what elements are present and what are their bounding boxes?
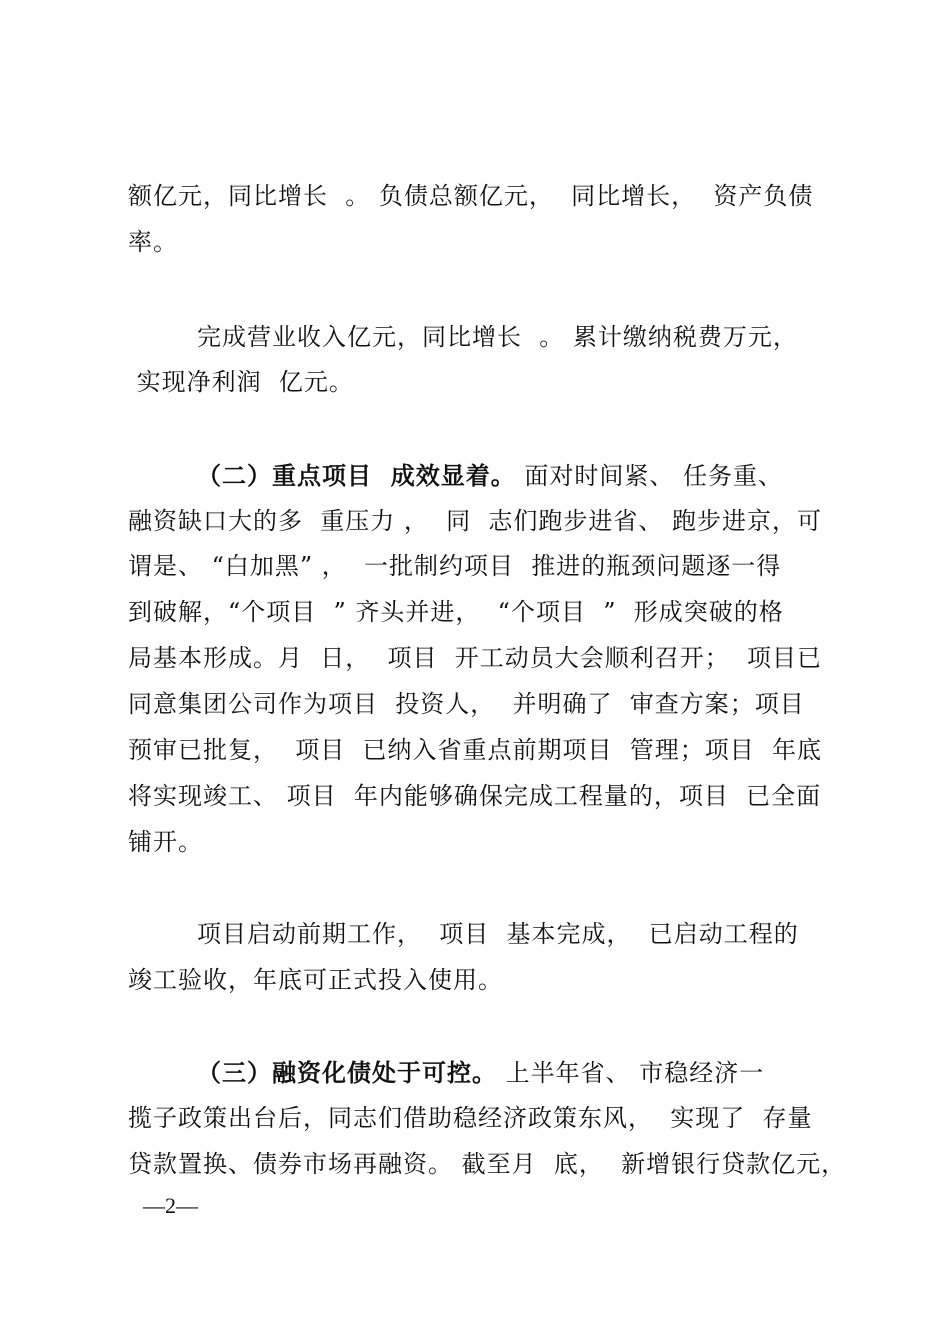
text-line: 铺开。 bbox=[128, 828, 203, 856]
section-heading: （二）重点项目 成效显着。 bbox=[197, 461, 516, 490]
text-line: 到破解，“个项目 ” 齐头并进， “个项目 ” 形成突破的格 bbox=[128, 598, 784, 626]
text-line: 率。 bbox=[128, 228, 178, 256]
text-line: 贷款置换、债券市场再融资。 截至月 底， 新增银行贷款亿元， bbox=[128, 1150, 847, 1178]
text-line: 项目启动前期工作， 项目 基本完成， 已启动工程的 bbox=[128, 920, 799, 948]
section-line bbox=[128, 1057, 764, 1089]
text-line: 融资缺口大的多 重压力 ， 同 志们跑步进省、 跑步进京，可 bbox=[128, 507, 823, 535]
text-line: 局基本形成。月 日， 项目 开工动员大会顺利召开； 项目已 bbox=[128, 644, 823, 672]
text-line: 预审已批复， 项目 已纳入省重点前期项目 管理；项目 年底 bbox=[128, 736, 823, 764]
text-fragment: 上半年省、 市稳经济一 bbox=[497, 1059, 765, 1087]
section-heading: （三）融资化债处于可控。 bbox=[197, 1058, 498, 1087]
text-line: 揽子政策出台后，同志们借助稳经济政策东风， 实现了 存量 bbox=[128, 1104, 813, 1132]
text-line: 额亿元，同比增长 。 负债总额亿元， 同比增长， 资产负债 bbox=[128, 182, 814, 210]
text-fragment: 面对时间紧、 任务重、 bbox=[515, 462, 784, 490]
text-line: 谓是、 “白加黑” ， 一批制约项目 推进的瓶颈问题逐一得 bbox=[128, 552, 782, 580]
section-line bbox=[128, 460, 783, 492]
text-line: 完成营业收入亿元，同比增长 。 累计缴纳税费万元， bbox=[128, 323, 798, 351]
text-line: 将实现竣工、 项目 年内能够确保完成工程量的，项目 已全面 bbox=[128, 782, 822, 810]
text-line: 实现净利润 亿元。 bbox=[128, 368, 354, 396]
text-line: 竣工验收，年底可正式投入使用。 bbox=[128, 966, 503, 994]
page-number: —2— bbox=[143, 1193, 198, 1218]
text-line: 同意集团公司作为项目 投资人， 并明确了 审查方案；项目 bbox=[128, 690, 805, 718]
